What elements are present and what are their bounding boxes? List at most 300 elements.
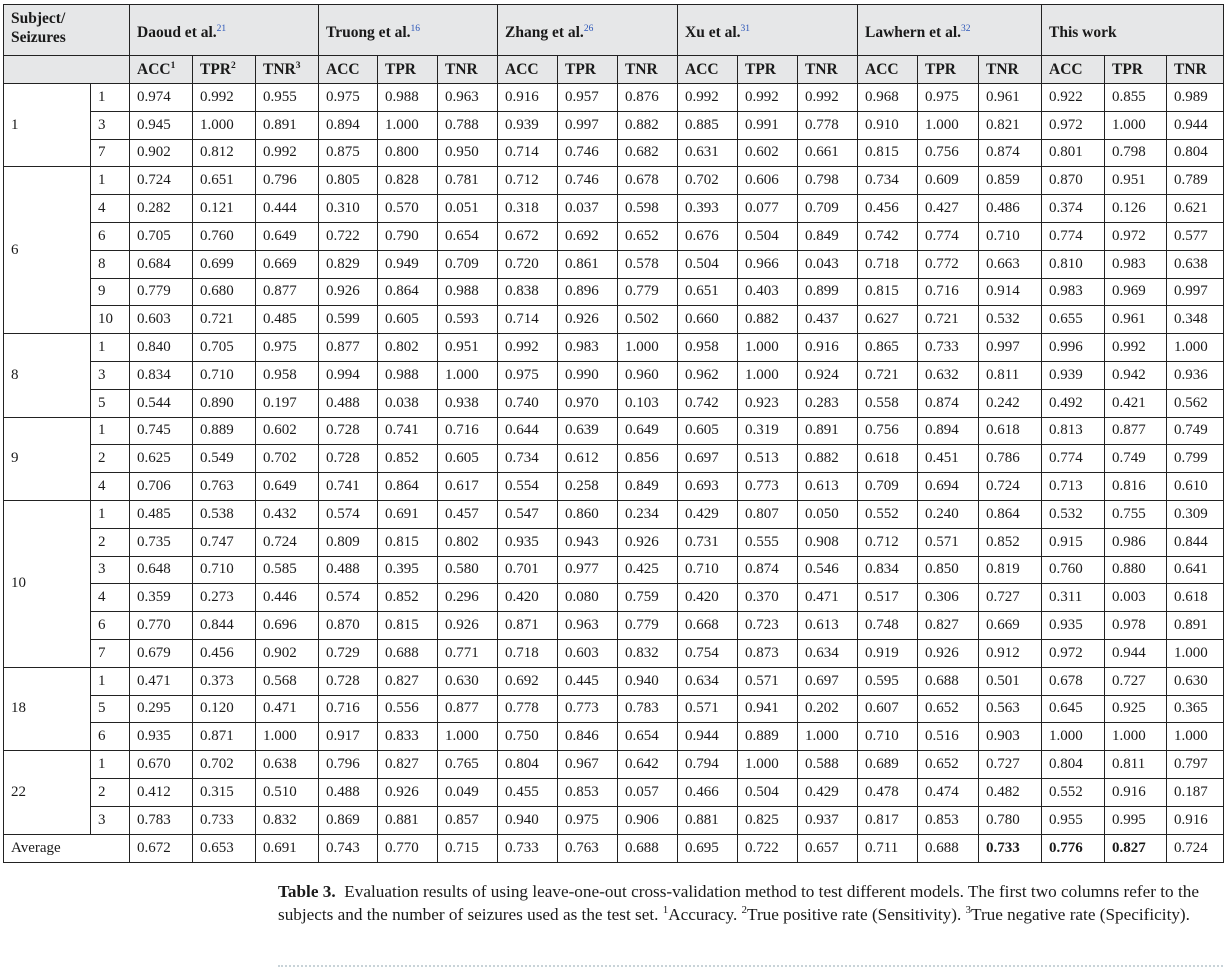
value-cell: 0.899	[798, 278, 858, 306]
value-cell: 0.962	[678, 361, 738, 389]
value-cell: 0.881	[678, 806, 738, 834]
value-cell: 0.702	[256, 445, 319, 473]
value-cell: 0.282	[130, 195, 193, 223]
value-cell: 0.914	[979, 278, 1042, 306]
value-cell: 0.812	[193, 139, 256, 167]
average-value-cell: 0.695	[678, 834, 738, 862]
value-cell: 0.972	[1042, 639, 1105, 667]
average-value-cell: 0.653	[193, 834, 256, 862]
value-cell: 0.780	[979, 806, 1042, 834]
metric-label: TPR	[200, 60, 231, 78]
value-cell: 0.926	[319, 278, 378, 306]
value-cell: 0.724	[256, 528, 319, 556]
value-cell: 0.912	[979, 639, 1042, 667]
value-cell: 0.513	[738, 445, 798, 473]
subject-cell: 1	[4, 84, 91, 167]
value-cell: 0.618	[858, 445, 918, 473]
value-cell: 0.598	[618, 195, 678, 223]
value-cell: 0.558	[858, 389, 918, 417]
value-cell: 0.850	[918, 556, 979, 584]
value-cell: 0.556	[378, 695, 438, 723]
value-cell: 0.832	[256, 806, 319, 834]
value-cell: 0.510	[256, 778, 319, 806]
value-cell: 0.852	[378, 584, 438, 612]
value-cell: 0.833	[378, 723, 438, 751]
value-cell: 0.652	[618, 222, 678, 250]
table-row	[4, 778, 1224, 806]
value-cell: 0.796	[319, 751, 378, 779]
value-cell: 0.902	[256, 639, 319, 667]
value-cell: 0.733	[918, 334, 979, 362]
value-cell: 0.819	[979, 556, 1042, 584]
value-cell: 0.995	[1105, 806, 1167, 834]
value-cell: 0.295	[130, 695, 193, 723]
metric-header	[979, 56, 1042, 84]
value-cell: 0.975	[558, 806, 618, 834]
value-cell: 0.763	[193, 473, 256, 501]
value-cell: 0.983	[1105, 250, 1167, 278]
value-cell: 0.478	[858, 778, 918, 806]
value-cell: 0.922	[1042, 84, 1105, 112]
value-cell: 0.853	[918, 806, 979, 834]
value-cell: 0.986	[1105, 528, 1167, 556]
value-cell: 0.728	[319, 445, 378, 473]
value-cell: 0.702	[678, 167, 738, 195]
metric-label: TNR	[986, 60, 1019, 78]
table-body	[4, 5, 1224, 863]
value-cell: 0.492	[1042, 389, 1105, 417]
method-name: Zhang et al.	[505, 24, 584, 42]
value-cell: 1.000	[438, 361, 498, 389]
value-cell: 0.840	[130, 334, 193, 362]
value-cell: 0.926	[918, 639, 979, 667]
value-cell: 0.809	[319, 528, 378, 556]
value-cell: 0.612	[558, 445, 618, 473]
table-row	[4, 695, 1224, 723]
value-cell: 0.923	[738, 389, 798, 417]
value-cell: 0.618	[1167, 584, 1224, 612]
value-cell: 0.974	[130, 84, 193, 112]
seizure-cell: 1	[91, 417, 130, 445]
value-cell: 0.894	[319, 111, 378, 139]
value-cell: 0.429	[678, 500, 738, 528]
value-cell: 0.844	[193, 612, 256, 640]
value-cell: 0.532	[979, 306, 1042, 334]
value-cell: 0.697	[798, 667, 858, 695]
value-cell: 0.789	[1167, 167, 1224, 195]
table-row	[4, 584, 1224, 612]
value-cell: 0.949	[378, 250, 438, 278]
value-cell: 0.935	[498, 528, 558, 556]
value-cell: 1.000	[1105, 111, 1167, 139]
value-cell: 0.699	[193, 250, 256, 278]
value-cell: 0.891	[798, 417, 858, 445]
value-cell: 0.692	[558, 222, 618, 250]
value-cell: 0.885	[678, 111, 738, 139]
value-cell: 0.585	[256, 556, 319, 584]
metric-header	[558, 56, 618, 84]
value-cell: 0.103	[618, 389, 678, 417]
value-cell: 0.051	[438, 195, 498, 223]
value-cell: 0.727	[979, 584, 1042, 612]
value-cell: 0.746	[558, 139, 618, 167]
value-cell: 0.770	[130, 612, 193, 640]
value-cell: 0.992	[678, 84, 738, 112]
value-cell: 0.992	[256, 139, 319, 167]
value-cell: 0.639	[558, 417, 618, 445]
metric-header	[678, 56, 738, 84]
value-cell: 1.000	[738, 361, 798, 389]
method-header	[130, 5, 319, 56]
value-cell: 0.992	[798, 84, 858, 112]
value-cell: 0.420	[678, 584, 738, 612]
footnote-text: True positive rate (Sensitivity).	[747, 905, 962, 924]
value-cell: 0.856	[618, 445, 678, 473]
header-row-metrics	[4, 56, 1224, 84]
seizure-cell: 6	[91, 612, 130, 640]
value-cell: 0.877	[319, 334, 378, 362]
value-cell: 0.829	[319, 250, 378, 278]
value-cell: 0.555	[738, 528, 798, 556]
value-cell: 0.797	[1167, 751, 1224, 779]
value-cell: 0.359	[130, 584, 193, 612]
average-value-cell: 0.722	[738, 834, 798, 862]
metric-note-mark: 1	[170, 60, 176, 71]
value-cell: 0.638	[256, 751, 319, 779]
value-cell: 0.607	[858, 695, 918, 723]
metric-label: ACC	[505, 60, 539, 78]
value-cell: 0.896	[558, 278, 618, 306]
reference-link[interactable]: 31	[740, 24, 751, 35]
metric-header	[918, 56, 979, 84]
value-cell: 0.038	[378, 389, 438, 417]
value-cell: 0.772	[918, 250, 979, 278]
value-cell: 0.242	[979, 389, 1042, 417]
value-cell: 0.605	[438, 445, 498, 473]
value-cell: 0.992	[738, 84, 798, 112]
metric-header	[738, 56, 798, 84]
value-cell: 0.950	[438, 139, 498, 167]
value-cell: 0.915	[1042, 528, 1105, 556]
value-cell: 0.944	[1167, 111, 1224, 139]
value-cell: 0.827	[378, 667, 438, 695]
value-cell: 0.727	[1105, 667, 1167, 695]
value-cell: 0.668	[678, 612, 738, 640]
metric-label: ACC	[685, 60, 719, 78]
method-header	[1042, 5, 1224, 56]
value-cell: 0.634	[798, 639, 858, 667]
value-cell: 0.728	[319, 667, 378, 695]
subject-cell: 6	[4, 167, 91, 334]
value-cell: 0.710	[979, 222, 1042, 250]
value-cell: 0.710	[193, 556, 256, 584]
value-cell: 0.723	[738, 612, 798, 640]
value-cell: 0.485	[130, 500, 193, 528]
value-cell: 0.630	[438, 667, 498, 695]
value-cell: 0.955	[256, 84, 319, 112]
value-cell: 0.517	[858, 584, 918, 612]
value-cell: 0.944	[678, 723, 738, 751]
value-cell: 0.955	[1042, 806, 1105, 834]
value-cell: 0.546	[798, 556, 858, 584]
seizure-cell: 2	[91, 778, 130, 806]
value-cell: 0.919	[858, 639, 918, 667]
seizure-cell: 1	[91, 167, 130, 195]
value-cell: 0.568	[256, 667, 319, 695]
subject-cell: 9	[4, 417, 91, 500]
metric-header	[1167, 56, 1224, 84]
metric-label: TPR	[385, 60, 416, 78]
table-row	[4, 751, 1224, 779]
value-cell: 0.516	[918, 723, 979, 751]
value-cell: 0.988	[378, 361, 438, 389]
value-cell: 0.718	[858, 250, 918, 278]
value-cell: 0.630	[1167, 667, 1224, 695]
average-value-cell: 0.733	[979, 834, 1042, 862]
reference-link[interactable]: 21	[216, 24, 227, 35]
value-cell: 0.710	[193, 361, 256, 389]
value-cell: 1.000	[438, 723, 498, 751]
value-cell: 0.318	[498, 195, 558, 223]
method-name: Lawhern et al.	[865, 24, 962, 42]
value-cell: 0.834	[130, 361, 193, 389]
value-cell: 0.975	[319, 84, 378, 112]
value-cell: 0.395	[378, 556, 438, 584]
value-cell: 0.977	[558, 556, 618, 584]
value-cell: 0.966	[738, 250, 798, 278]
value-cell: 0.937	[798, 806, 858, 834]
value-cell: 0.570	[378, 195, 438, 223]
value-cell: 0.003	[1105, 584, 1167, 612]
value-cell: 0.786	[979, 445, 1042, 473]
value-cell: 0.794	[678, 751, 738, 779]
value-cell: 0.963	[558, 612, 618, 640]
value-cell: 0.807	[738, 500, 798, 528]
value-cell: 1.000	[1105, 723, 1167, 751]
value-cell: 0.455	[498, 778, 558, 806]
value-cell: 0.605	[378, 306, 438, 334]
subject-cell: 10	[4, 500, 91, 667]
value-cell: 0.451	[918, 445, 979, 473]
metric-header	[858, 56, 918, 84]
value-cell: 0.547	[498, 500, 558, 528]
value-cell: 0.617	[438, 473, 498, 501]
seizure-cell: 5	[91, 389, 130, 417]
metric-label: TNR	[805, 60, 838, 78]
value-cell: 1.000	[1167, 334, 1224, 362]
value-cell: 0.951	[438, 334, 498, 362]
value-cell: 0.802	[378, 334, 438, 362]
value-cell: 0.716	[918, 278, 979, 306]
value-cell: 1.000	[798, 723, 858, 751]
value-cell: 0.121	[193, 195, 256, 223]
value-cell: 0.296	[438, 584, 498, 612]
caption-notes	[663, 905, 1190, 924]
value-cell: 0.846	[558, 723, 618, 751]
value-cell: 0.870	[319, 612, 378, 640]
value-cell: 0.679	[130, 639, 193, 667]
value-cell: 1.000	[1167, 639, 1224, 667]
value-cell: 0.774	[1042, 222, 1105, 250]
value-cell: 0.718	[498, 639, 558, 667]
value-cell: 0.603	[130, 306, 193, 334]
value-cell: 0.811	[979, 361, 1042, 389]
value-cell: 0.678	[1042, 667, 1105, 695]
value-cell: 0.747	[193, 528, 256, 556]
value-cell: 0.722	[319, 222, 378, 250]
value-cell: 1.000	[1167, 723, 1224, 751]
value-cell: 0.779	[618, 278, 678, 306]
value-cell: 0.654	[438, 222, 498, 250]
value-cell: 0.043	[798, 250, 858, 278]
value-cell: 0.609	[918, 167, 979, 195]
reference-link[interactable]: 16	[410, 24, 421, 35]
value-cell: 0.859	[979, 167, 1042, 195]
value-cell: 0.504	[678, 250, 738, 278]
average-value-cell: 0.672	[130, 834, 193, 862]
value-cell: 0.760	[193, 222, 256, 250]
value-cell: 0.834	[858, 556, 918, 584]
value-cell: 0.724	[979, 473, 1042, 501]
reference-link[interactable]: 32	[961, 24, 971, 35]
value-cell: 0.544	[130, 389, 193, 417]
value-cell: 0.997	[558, 111, 618, 139]
metric-label: ACC	[137, 60, 171, 78]
value-cell: 1.000	[738, 751, 798, 779]
value-cell: 0.741	[319, 473, 378, 501]
metric-label: TPR	[565, 60, 596, 78]
value-cell: 0.444	[256, 195, 319, 223]
seizure-cell: 1	[91, 84, 130, 112]
value-cell: 0.692	[498, 667, 558, 695]
value-cell: 0.749	[1167, 417, 1224, 445]
table-row	[4, 445, 1224, 473]
value-cell: 0.574	[319, 584, 378, 612]
value-cell: 0.963	[438, 84, 498, 112]
value-cell: 0.613	[798, 473, 858, 501]
table-row	[4, 334, 1224, 362]
value-cell: 0.871	[498, 612, 558, 640]
value-cell: 0.815	[378, 528, 438, 556]
table-row	[4, 723, 1224, 751]
value-cell: 0.852	[378, 445, 438, 473]
value-cell: 0.798	[1105, 139, 1167, 167]
value-cell: 0.815	[858, 278, 918, 306]
method-name: This work	[1049, 24, 1117, 42]
value-cell: 0.602	[256, 417, 319, 445]
value-cell: 0.689	[858, 751, 918, 779]
value-cell: 0.756	[918, 139, 979, 167]
value-cell: 0.902	[130, 139, 193, 167]
seizure-cell: 3	[91, 361, 130, 389]
reference-link[interactable]: 26	[583, 24, 594, 35]
footnote-text: True negative rate (Specificity).	[971, 905, 1190, 924]
value-cell: 0.991	[738, 111, 798, 139]
seizure-cell: 3	[91, 556, 130, 584]
value-cell: 0.457	[438, 500, 498, 528]
header-blank	[4, 56, 130, 84]
value-cell: 0.865	[858, 334, 918, 362]
seizure-cell: 3	[91, 806, 130, 834]
value-cell: 0.815	[378, 612, 438, 640]
value-cell: 0.742	[858, 222, 918, 250]
subject-cell: 22	[4, 751, 91, 834]
table-row	[4, 222, 1224, 250]
value-cell: 0.552	[1042, 778, 1105, 806]
value-cell: 1.000	[256, 723, 319, 751]
value-cell: 0.057	[618, 778, 678, 806]
value-cell: 0.258	[558, 473, 618, 501]
table-row	[4, 250, 1224, 278]
value-cell: 0.420	[498, 584, 558, 612]
value-cell: 0.774	[1042, 445, 1105, 473]
footnote-mark: 1	[662, 904, 669, 916]
value-cell: 0.709	[438, 250, 498, 278]
value-cell: 0.348	[1167, 306, 1224, 334]
value-cell: 0.916	[1167, 806, 1224, 834]
value-cell: 0.876	[618, 84, 678, 112]
value-cell: 0.538	[193, 500, 256, 528]
table-row	[4, 556, 1224, 584]
value-cell: 0.827	[378, 751, 438, 779]
average-value-cell: 0.711	[858, 834, 918, 862]
value-cell: 0.706	[130, 473, 193, 501]
value-cell: 0.563	[979, 695, 1042, 723]
value-cell: 0.202	[798, 695, 858, 723]
value-cell: 0.960	[618, 361, 678, 389]
seizure-cell: 7	[91, 639, 130, 667]
metric-header	[319, 56, 378, 84]
seizure-cell: 1	[91, 500, 130, 528]
value-cell: 0.661	[798, 139, 858, 167]
value-cell: 0.713	[1042, 473, 1105, 501]
value-cell: 0.943	[558, 528, 618, 556]
method-name: Daoud et al.	[137, 24, 217, 42]
value-cell: 0.750	[498, 723, 558, 751]
average-value-cell: 0.715	[438, 834, 498, 862]
value-cell: 0.050	[798, 500, 858, 528]
metric-note-mark: 3	[295, 60, 301, 71]
seizure-cell: 5	[91, 695, 130, 723]
value-cell: 0.804	[498, 751, 558, 779]
value-cell: 0.577	[1167, 222, 1224, 250]
value-cell: 0.754	[678, 639, 738, 667]
value-cell: 0.788	[438, 111, 498, 139]
value-cell: 0.810	[1042, 250, 1105, 278]
value-cell: 0.940	[618, 667, 678, 695]
value-cell: 0.655	[1042, 306, 1105, 334]
value-cell: 0.049	[438, 778, 498, 806]
value-cell: 0.482	[979, 778, 1042, 806]
value-cell: 0.967	[558, 751, 618, 779]
value-cell: 0.393	[678, 195, 738, 223]
value-cell: 0.187	[1167, 778, 1224, 806]
value-cell: 0.595	[858, 667, 918, 695]
value-cell: 0.037	[558, 195, 618, 223]
value-cell: 0.828	[378, 167, 438, 195]
value-cell: 0.774	[918, 222, 979, 250]
value-cell: 0.676	[678, 222, 738, 250]
value-cell: 0.552	[858, 500, 918, 528]
metric-label: TNR	[445, 60, 478, 78]
value-cell: 0.849	[798, 222, 858, 250]
value-cell: 0.311	[1042, 584, 1105, 612]
method-header	[858, 5, 1042, 56]
value-cell: 0.471	[798, 584, 858, 612]
table-row	[4, 361, 1224, 389]
table-row	[4, 417, 1224, 445]
value-cell: 0.861	[558, 250, 618, 278]
